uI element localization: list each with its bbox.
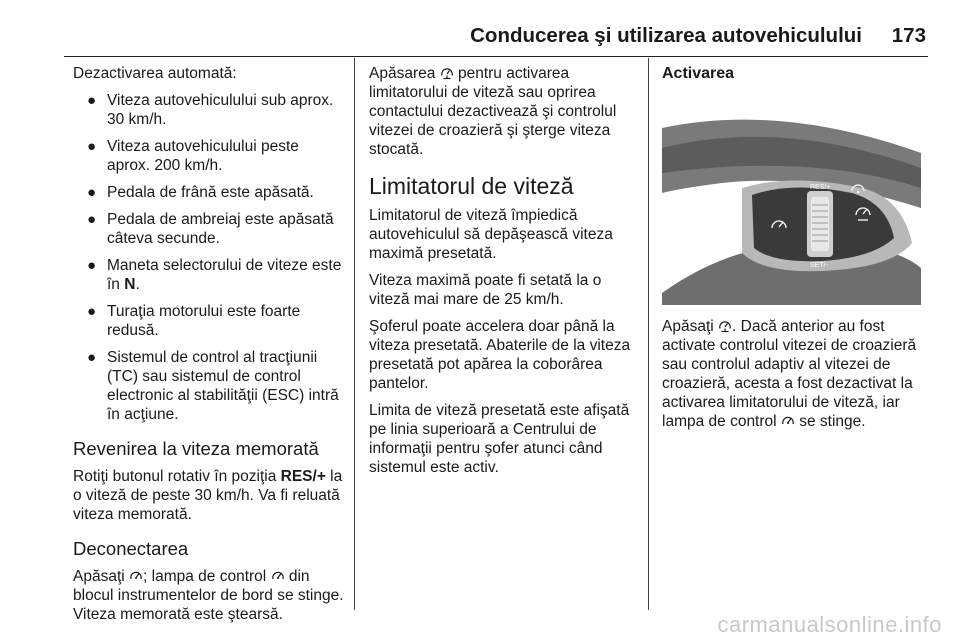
deactivation-list <box>73 91 345 424</box>
middle-column <box>369 64 641 485</box>
list-item: ● Sistemul de control al tracţiunii (TC) sau sistemul de control electronic al stabilităţii (ESC) intră în acţiune. <box>87 349 339 423</box>
limiter-press-text: Apăsarea pentru activarea limitatorului de viteză sau oprirea contactului dezactivează şi controlul vitezei de croazieră şi şterge viteza stocată. <box>369 65 617 158</box>
list-item: ● Viteza autovehiculului sub aprox. 30 km/h. <box>87 92 334 128</box>
page-header <box>0 0 960 58</box>
list-item: ● Viteza autovehiculului peste aprox. 200 km/h. <box>87 138 299 174</box>
wheel-label-res: RES/+ <box>810 184 831 191</box>
chapter-title: Conducerea şi utilizarea autovehiculului <box>470 24 862 47</box>
paragraph: Limita de viteză presetată este afişată pe linia superioară a Centrului de informaţii pentru şofer atunci când sistemul este activ. <box>369 402 630 476</box>
paragraph: Viteza maximă poate fi setată la o viteză mai mare de 25 km/h. <box>369 272 602 308</box>
paragraph: Şoferul poate accelera doar până la viteza presetată. Abaterile de la viteza presetată pot apărea la coborârea pantelor. <box>369 318 631 392</box>
speed-limiter-icon <box>440 66 454 80</box>
auto-deactivation-intro: Dezactivarea automată: <box>73 65 237 82</box>
wheel-label-set: SET/- <box>810 262 828 269</box>
heading-disconnect: Deconectarea <box>73 538 189 559</box>
column-divider-right <box>648 58 649 610</box>
steering-wheel-illustration <box>662 93 921 305</box>
cruise-control-icon <box>129 569 143 583</box>
resume-text: Rotiţi butonul rotativ în poziţia RES/+ la o viteză de peste 30 km/h. Va fi reluată viteza memorată. <box>73 468 343 523</box>
heading-speed-limiter: Limitatorul de viteză <box>369 173 574 199</box>
heading-resume-speed: Revenirea la viteza memorată <box>73 438 319 459</box>
left-column <box>73 64 345 632</box>
disconnect-text: Apăsaţi ; lampa de control din blocul instrumentelor de bord se stinge. Viteza memorată este ştearsă. <box>73 568 344 623</box>
cruise-control-icon <box>271 569 285 583</box>
right-column <box>662 64 928 439</box>
page-number: 173 <box>891 24 926 47</box>
list-item: ● Turaţia motorului este foarte redusă. <box>87 303 301 339</box>
cruise-control-icon <box>781 414 795 428</box>
list-item: ● Pedala de ambreiaj este apăsată câteva secunde. <box>87 211 334 247</box>
heading-activation: Activarea <box>662 65 735 82</box>
speed-limiter-icon <box>718 319 732 333</box>
activation-text: Apăsaţi . Dacă anterior au fost activate controlul vitezei de croazieră sau controlul adaptiv al vitezei de croazieră, acesta a fost dezactivat la activarea limitatorului de viteză, iar lampa de control se stinge. <box>662 318 917 430</box>
list-item: ● Maneta selectorului de viteze este în N. <box>87 257 342 293</box>
list-item: ● Pedala de frână este apăsată. <box>87 184 314 201</box>
paragraph: Limitatorul de viteză împiedică autovehiculul să depăşească viteza maximă presetată. <box>369 207 613 262</box>
watermark: carmanualsonline.info <box>717 612 942 637</box>
column-divider-left <box>354 58 355 610</box>
header-rule <box>64 56 928 57</box>
